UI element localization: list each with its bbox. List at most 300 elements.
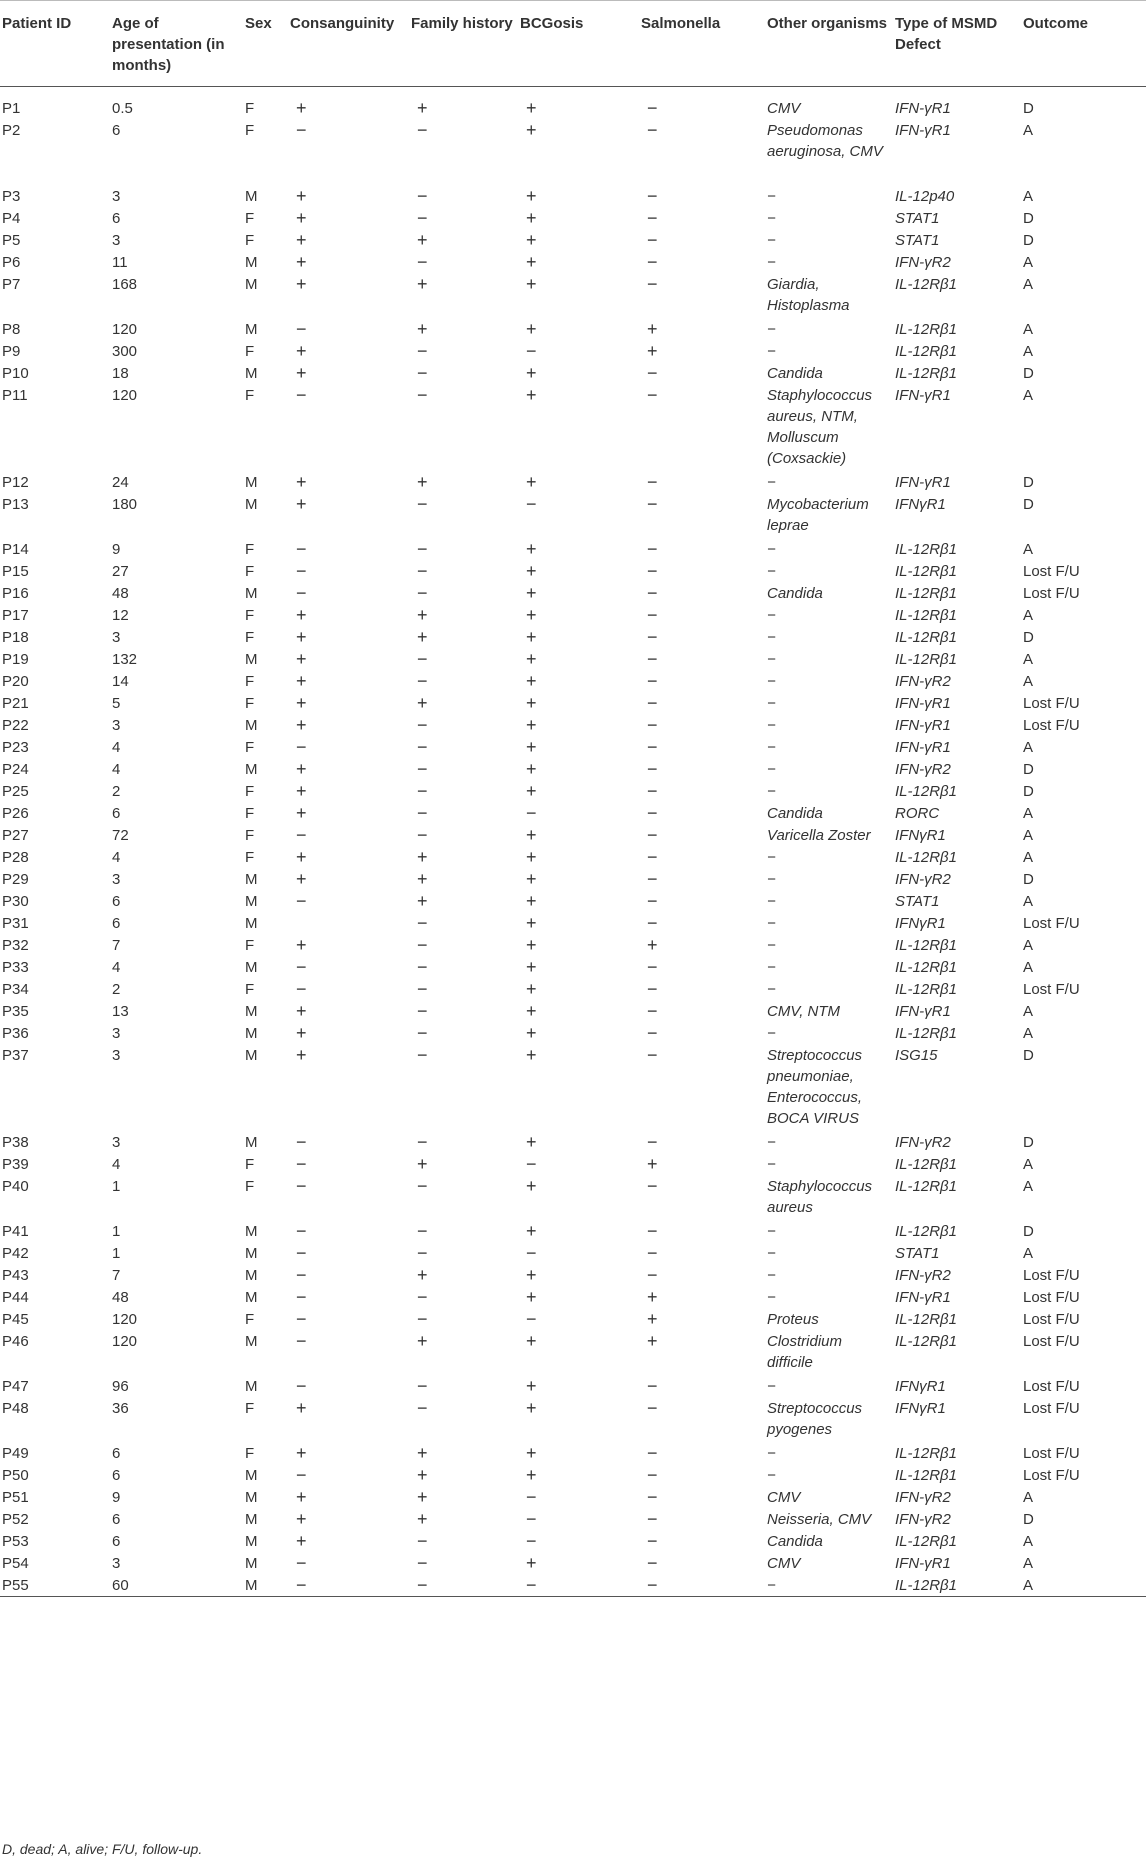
table-cell: IL-12Rβ1 (895, 584, 957, 602)
table-cell: + (526, 1000, 537, 1021)
table-cell: M (245, 495, 258, 513)
table-cell: 96 (112, 1377, 129, 1395)
table-cell: STAT1 (895, 1244, 940, 1262)
table-cell: F (245, 1310, 255, 1328)
table-cell: − (647, 670, 658, 691)
table-cell: M (245, 1266, 258, 1284)
table-row (0, 737, 1146, 759)
table-cell: A (1023, 804, 1034, 822)
table-cell: − (296, 1330, 307, 1351)
table-cell: − (417, 648, 428, 669)
table-cell: − (647, 560, 658, 581)
table-cell: + (296, 604, 307, 625)
table-row (0, 693, 1146, 715)
table-cell: P24 (2, 760, 29, 778)
table-cell: + (296, 934, 307, 955)
table-cell: + (417, 1153, 428, 1174)
table-cell: 3 (112, 628, 121, 646)
table-cell: 6 (112, 914, 121, 932)
table-cell: + (526, 1552, 537, 1573)
table-cell: 48 (112, 584, 129, 602)
table-cell: P28 (2, 848, 29, 866)
table-cell: F (245, 100, 255, 117)
table-cell: + (296, 362, 307, 383)
table-cell: D (1023, 209, 1034, 227)
table-cell: − (647, 251, 658, 272)
table-cell: − (647, 1264, 658, 1285)
table-row (0, 1398, 1146, 1443)
table-cell: − (417, 251, 428, 272)
table-cell: + (296, 251, 307, 272)
table-row (0, 913, 1146, 935)
table-cell: − (417, 119, 428, 140)
table-cell: CMV (767, 1488, 801, 1506)
table-cell: M (245, 1024, 258, 1042)
table-cell: − (417, 1242, 428, 1263)
table-cell: M (245, 892, 258, 910)
table-cell: 3 (112, 187, 121, 205)
table-cell: + (296, 1486, 307, 1507)
table-cell: + (296, 846, 307, 867)
table-cell: − (647, 648, 658, 669)
table-cell: − (417, 185, 428, 206)
table-cell: D (1023, 1222, 1034, 1240)
table-cell: + (417, 1486, 428, 1507)
table-cell: IL-12Rβ1 (895, 364, 957, 382)
table-cell: P43 (2, 1266, 29, 1284)
table-cell: P25 (2, 782, 29, 800)
table-cell: A (1023, 1576, 1034, 1594)
table-cell: IFNγR1 (895, 1377, 946, 1395)
table-cell: A (1023, 892, 1034, 910)
table-cell: P27 (2, 826, 29, 844)
table-cell: 6 (112, 804, 121, 822)
table-cell: + (417, 1464, 428, 1485)
table-cell: Lost F/U (1023, 584, 1080, 602)
table-cell: − (647, 868, 658, 889)
table-cell: + (526, 1175, 537, 1196)
table-cell: D (1023, 495, 1034, 513)
table-cell: − (417, 824, 428, 845)
table-cell: − (526, 1574, 537, 1595)
table-cell: − (296, 1264, 307, 1285)
table-cell: − (647, 185, 658, 206)
table-cell: A (1023, 187, 1034, 205)
table-cell: − (526, 1308, 537, 1329)
table-cell: IL-12p40 (895, 187, 955, 205)
table-cell: STAT1 (895, 892, 940, 910)
table-cell: + (526, 934, 537, 955)
table-cell: 3 (112, 716, 121, 734)
table-cell: M (245, 1244, 258, 1262)
table-cell: − (296, 1375, 307, 1396)
table-cell: P19 (2, 650, 29, 668)
table-cell: − (767, 562, 776, 580)
table-cell: F (245, 1444, 255, 1462)
table-cell: P2 (2, 121, 21, 139)
table-cell: 0.5 (112, 100, 133, 117)
table-cell: P40 (2, 1177, 29, 1195)
table-cell: 3 (112, 870, 121, 888)
table-cell: A (1023, 1244, 1034, 1262)
table-row (0, 869, 1146, 891)
table-cell: − (767, 1576, 776, 1594)
table-cell: IFN-γR1 (895, 1288, 951, 1306)
table-cell: 2 (112, 782, 121, 800)
table-cell: RORC (895, 804, 940, 822)
column-header: Patient ID (2, 15, 72, 32)
table-cell: − (526, 1486, 537, 1507)
table-cell: IFN-γR1 (895, 738, 951, 756)
table-cell: − (417, 1220, 428, 1241)
table-cell: P7 (2, 275, 21, 293)
table-cell: − (417, 560, 428, 581)
table-cell: A (1023, 936, 1034, 954)
table-cell: + (526, 780, 537, 801)
table-cell: − (296, 1175, 307, 1196)
table-cell: + (526, 560, 537, 581)
table-cell: Streptococcus pyogenes (767, 1399, 863, 1438)
table-cell: Streptococcus pneumoniae, Enterococcus, BOCA VIRUS (767, 1046, 863, 1127)
table-cell: + (296, 493, 307, 514)
table-row (0, 1023, 1146, 1045)
table-cell: M (245, 1002, 258, 1020)
table-cell: − (647, 207, 658, 228)
table-cell: F (245, 1399, 255, 1417)
table-cell: − (417, 538, 428, 559)
table-row (0, 252, 1146, 274)
table-cell: M (245, 650, 258, 668)
table-cell: − (417, 1308, 428, 1329)
table-cell: Lost F/U (1023, 980, 1080, 998)
table-cell: M (245, 1576, 258, 1594)
table-cell: + (296, 1000, 307, 1021)
table-cell: IFN-γR2 (895, 1488, 951, 1506)
table-cell: ISG15 (895, 1046, 938, 1064)
table-cell: F (245, 980, 255, 998)
table-cell: − (767, 694, 776, 712)
table-row (0, 230, 1146, 252)
table-cell: − (647, 1574, 658, 1595)
table-cell: + (526, 273, 537, 294)
table-row (0, 1243, 1146, 1265)
table-cell: − (767, 980, 776, 998)
table-cell: Candida (767, 804, 823, 822)
table-cell: − (526, 1530, 537, 1551)
table-cell: P13 (2, 495, 29, 513)
table-cell: + (526, 714, 537, 735)
table-cell: A (1023, 253, 1034, 271)
table-cell: + (417, 229, 428, 250)
table-cell: − (647, 582, 658, 603)
table-cell: IL-12Rβ1 (895, 1444, 957, 1462)
table-cell: − (647, 1242, 658, 1263)
table-cell: − (296, 318, 307, 339)
table-cell: − (767, 1377, 776, 1395)
table-cell: 300 (112, 342, 138, 360)
table-cell: D (1023, 870, 1034, 888)
table-cell: − (417, 1131, 428, 1152)
table-cell: − (647, 1508, 658, 1529)
table-cell: + (647, 1308, 658, 1329)
table-cell: + (296, 692, 307, 713)
table-cell: P49 (2, 1444, 29, 1462)
table-row (0, 1487, 1146, 1509)
table-cell: P34 (2, 980, 29, 998)
table-row (0, 1001, 1146, 1023)
table-cell: + (296, 868, 307, 889)
table-cell: P45 (2, 1310, 29, 1328)
table-cell: − (647, 802, 658, 823)
table-cell: 6 (112, 892, 121, 910)
table-cell: − (526, 1508, 537, 1529)
table-cell: Candida (767, 1532, 823, 1550)
table-cell: − (647, 714, 658, 735)
table-cell: + (526, 604, 537, 625)
table-cell: + (417, 273, 428, 294)
table-cell: M (245, 320, 258, 338)
table-cell: D (1023, 473, 1034, 491)
table-cell: A (1023, 650, 1034, 668)
table-cell: − (417, 493, 428, 514)
table-cell: − (296, 538, 307, 559)
table-cell: F (245, 672, 255, 690)
table-cell: M (245, 1488, 258, 1506)
table-cell: 7 (112, 1266, 121, 1284)
table-header (0, 1, 1146, 87)
table-cell: IFN-γR1 (895, 716, 951, 734)
header-row (0, 1, 1146, 87)
table-cell: P16 (2, 584, 29, 602)
table-cell: IL-12Rβ1 (895, 980, 957, 998)
table-cell: + (647, 1330, 658, 1351)
table-cell: + (296, 1397, 307, 1418)
table-row (0, 671, 1146, 693)
table-cell: + (296, 780, 307, 801)
table-cell: IFN-γR2 (895, 253, 951, 271)
table-cell: P23 (2, 738, 29, 756)
table-cell: P39 (2, 1155, 29, 1173)
table-cell: − (296, 1308, 307, 1329)
table-cell: + (526, 1264, 537, 1285)
table-cell: IFNγR1 (895, 826, 946, 844)
table-cell: 9 (112, 540, 121, 558)
table-cell: M (245, 1332, 258, 1350)
table-row (0, 1465, 1146, 1487)
table-cell: 4 (112, 958, 121, 976)
table-cell: IFN-γR2 (895, 1266, 951, 1284)
table-cell: − (767, 628, 776, 646)
table-cell: P22 (2, 716, 29, 734)
table-cell: IFN-γR1 (895, 121, 951, 139)
table-row (0, 472, 1146, 494)
table-cell: − (767, 1133, 776, 1151)
table-cell: − (296, 1286, 307, 1307)
table-cell: − (417, 802, 428, 823)
table-cell: − (296, 1131, 307, 1152)
table-cell: + (526, 626, 537, 647)
table-cell: + (296, 340, 307, 361)
table-cell: − (767, 1466, 776, 1484)
table-cell: − (767, 1024, 776, 1042)
table-cell: + (526, 978, 537, 999)
table-cell: + (526, 1220, 537, 1241)
table-cell: P1 (2, 100, 21, 117)
table-cell: D (1023, 628, 1034, 646)
table-cell: − (296, 1220, 307, 1241)
table-cell: − (647, 1375, 658, 1396)
table-cell: 4 (112, 738, 121, 756)
table-cell: M (245, 760, 258, 778)
table-cell: − (767, 892, 776, 910)
table-cell: F (245, 628, 255, 646)
table-cell: A (1023, 121, 1034, 139)
table-cell: + (526, 846, 537, 867)
table-cell: F (245, 1155, 255, 1173)
table-row (0, 759, 1146, 781)
table-cell: + (296, 273, 307, 294)
table-cell: + (526, 1442, 537, 1463)
table-cell: 4 (112, 848, 121, 866)
table-cell: A (1023, 958, 1034, 976)
table-cell: F (245, 848, 255, 866)
table-cell: IL-12Rβ1 (895, 1177, 957, 1195)
table-cell: P51 (2, 1488, 29, 1506)
table-cell: − (296, 824, 307, 845)
table-cell: Giardia, Histoplasma (767, 275, 850, 314)
table-row (0, 561, 1146, 583)
table-cell: D (1023, 231, 1034, 249)
table-cell: M (245, 1377, 258, 1395)
table-cell: IL-12Rβ1 (895, 782, 957, 800)
table-cell: IL-12Rβ1 (895, 1332, 957, 1350)
column-header: Salmonella (641, 15, 721, 32)
table-cell: 48 (112, 1288, 129, 1306)
table-cell: − (647, 956, 658, 977)
table-cell: CMV, NTM (767, 1002, 841, 1020)
table-cell: 6 (112, 1466, 121, 1484)
table-cell: IL-12Rβ1 (895, 1576, 957, 1594)
table-cell: − (767, 1288, 776, 1306)
table-cell: + (526, 538, 537, 559)
table-cell: − (417, 362, 428, 383)
table-cell: − (647, 1000, 658, 1021)
table-row (0, 627, 1146, 649)
table-cell: Lost F/U (1023, 716, 1080, 734)
table-cell: − (767, 1266, 776, 1284)
table-cell: P55 (2, 1576, 29, 1594)
table-cell: M (245, 870, 258, 888)
table-cell: + (526, 1375, 537, 1396)
table-cell: + (526, 1022, 537, 1043)
table-cell: + (296, 758, 307, 779)
table-row (0, 494, 1146, 539)
table-cell: + (526, 384, 537, 405)
table-cell: − (647, 1486, 658, 1507)
table-row (0, 649, 1146, 671)
table-cell: 12 (112, 606, 129, 624)
table-cell: IL-12Rβ1 (895, 342, 957, 360)
column-header: Type of MSMD Defect (895, 15, 998, 53)
table-cell: − (296, 1574, 307, 1595)
table-cell: − (417, 384, 428, 405)
table-cell: − (296, 582, 307, 603)
table-row (0, 1265, 1146, 1287)
table-row (0, 891, 1146, 913)
table-cell: + (296, 1508, 307, 1529)
table-cell: − (417, 670, 428, 691)
table-cell: + (526, 1330, 537, 1351)
table-cell: Lost F/U (1023, 1466, 1080, 1484)
table-cell: − (417, 934, 428, 955)
column-header: Family history (411, 15, 513, 32)
table-cell: P20 (2, 672, 29, 690)
table-row (0, 186, 1146, 208)
table-cell: − (417, 1000, 428, 1021)
table-cell: + (526, 251, 537, 272)
table-row (0, 1287, 1146, 1309)
table-cell: 3 (112, 1133, 121, 1151)
table-cell: − (417, 1574, 428, 1595)
table-cell: Lost F/U (1023, 1310, 1080, 1328)
table-cell: − (417, 780, 428, 801)
table-cell: M (245, 716, 258, 734)
table-cell: + (296, 670, 307, 691)
table-cell (288, 913, 409, 935)
table-cell: 6 (112, 209, 121, 227)
table-cell: + (417, 471, 428, 492)
table-cell: + (526, 758, 537, 779)
table-cell: P9 (2, 342, 21, 360)
table-cell: F (245, 606, 255, 624)
table-cell: − (767, 1444, 776, 1462)
table-cell: − (526, 340, 537, 361)
table-cell: + (526, 1286, 537, 1307)
table-row (0, 120, 1146, 186)
table-row (0, 583, 1146, 605)
table-cell: P17 (2, 606, 29, 624)
table-cell: − (647, 98, 658, 118)
table-cell: A (1023, 738, 1034, 756)
table-cell: IL-12Rβ1 (895, 606, 957, 624)
table-cell: IL-12Rβ1 (895, 320, 957, 338)
table-row (0, 208, 1146, 230)
table-cell: IL-12Rβ1 (895, 936, 957, 954)
table-cell: + (296, 1044, 307, 1065)
table-cell: − (647, 1220, 658, 1241)
table-cell: − (417, 714, 428, 735)
table-cell: − (647, 978, 658, 999)
table-cell: P10 (2, 364, 29, 382)
table-cell: − (647, 1442, 658, 1463)
table-cell: Lost F/U (1023, 1377, 1080, 1395)
table-cell: A (1023, 1532, 1034, 1550)
table-cell: IL-12Rβ1 (895, 958, 957, 976)
table-cell: − (647, 780, 658, 801)
table-cell: − (647, 1552, 658, 1573)
table-cell: + (526, 1397, 537, 1418)
table-cell: + (296, 1442, 307, 1463)
table-cell: 120 (112, 386, 138, 404)
table-cell: CMV (767, 1554, 801, 1572)
table-cell: + (417, 890, 428, 911)
table-cell: IL-12Rβ1 (895, 650, 957, 668)
table-cell: + (647, 318, 658, 339)
table-cell: − (647, 912, 658, 933)
table-cell: − (767, 914, 776, 932)
table-cell: Candida (767, 584, 823, 602)
table-cell: − (647, 538, 658, 559)
